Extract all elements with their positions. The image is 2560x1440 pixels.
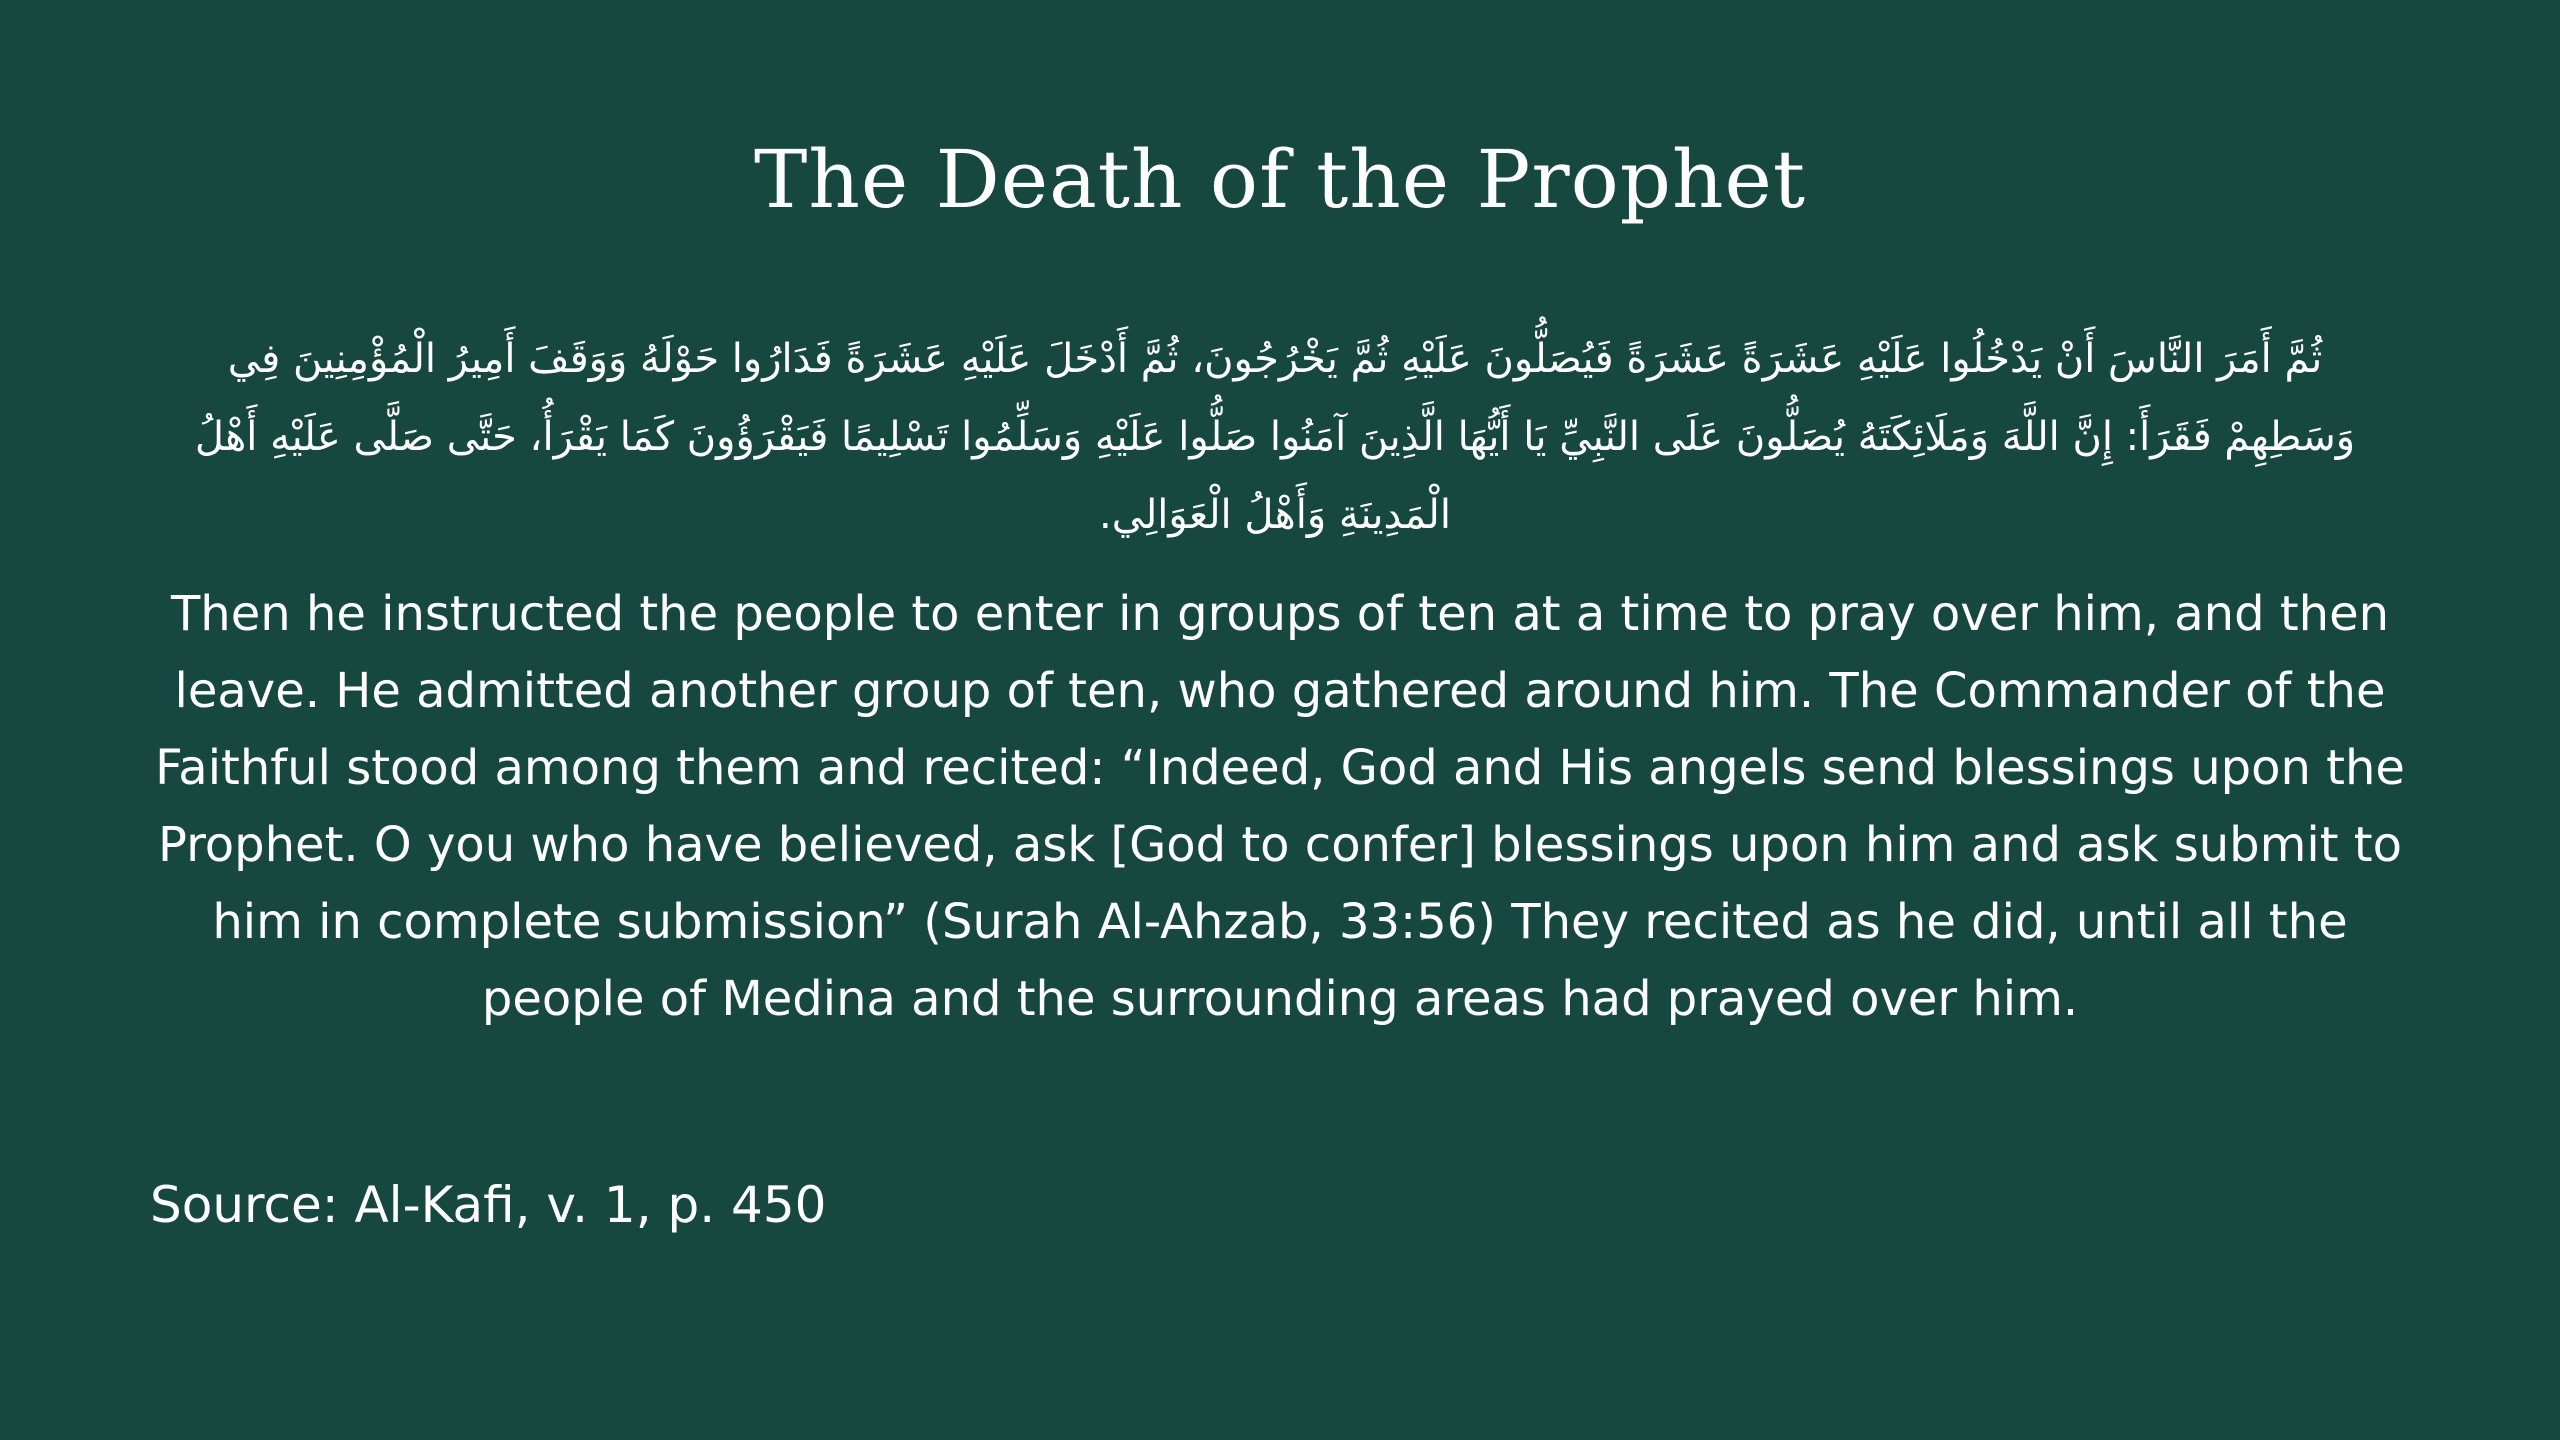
arabic-text: ثُمَّ أَمَرَ النَّاسَ أَنْ يَدْخُلُوا عَلَيْهِ عَشَرَةً عَشَرَةً فَيُصَلُّونَ عَلَيْهِ ثُمَّ يَخْرُجُونَ، ثُمَّ أَدْخَلَ عَلَيْهِ عَشَرَةً فَدَارُوا حَوْلَهُ وَوَقَفَ أَمِيرُ الْمُؤْمِنِينَ فِي وَسَطِهِمْ فَقَرَأَ: إِنَّ اللَّهَ وَمَلَائِكَتَهُ يُصَلُّونَ عَلَى النَّبِيِّ يَا أَيُّهَا الَّذِينَ آمَنُوا صَلُّوا عَلَيْهِ وَسَلِّمُوا تَسْلِيمًا فَيَقْرَؤُونَ كَمَا يَقْرَأُ، حَتَّى صَلَّى عَلَيْهِ أَهْلُ الْمَدِينَةِ وَأَهْلُ الْعَوَالِي. bbox=[194, 336, 2356, 538]
slide-title: The Death of the Prophet bbox=[753, 133, 1807, 226]
english-translation: Then he instructed the people to enter in groups of ten at a time to pray over him, and then leave. He admitted another group of ten, who gathered around him. The Commander of the Faithful stood among them and recited: “Indeed, God and His angels send blessings upon the Prophet. O you who have believed, ask [God to confer] blessings upon him and ask submit to him in complete submission” (Surah Al-Ahzab, 33:56) They recited as he did, until all the people of Medina and the surrounding areas had prayed over him. bbox=[155, 586, 2405, 1027]
source-citation: Source: Al-Kafi, v. 1, p. 450 bbox=[150, 1176, 827, 1234]
